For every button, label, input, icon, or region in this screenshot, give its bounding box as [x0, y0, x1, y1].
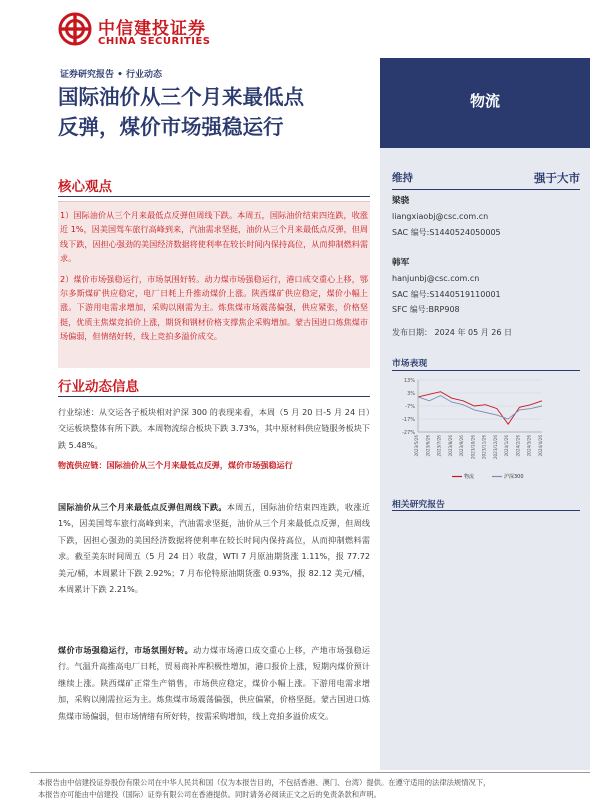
analyst-2-sac: SAC 编号:S1440519110001: [392, 289, 501, 299]
analyst-2-sfc: SFC 编号:BRP908: [392, 305, 460, 315]
x-tick-label: 2024/1/26: [504, 435, 510, 457]
report-type: 证券研究报告 • 行业动态: [60, 70, 163, 80]
industry-highlight: 物流供应链：国际油价从三个月来最低点反弹，煤价市场强稳运行: [58, 460, 293, 470]
coal-paragraph: [58, 642, 370, 724]
y-tick-label: 13%: [403, 378, 415, 384]
x-tick-label: 2024/4/26: [538, 435, 543, 457]
brand-logo: [58, 12, 258, 52]
related-reports-title: 相关研究报告: [392, 500, 445, 510]
analyst-2-name: 韩军: [392, 258, 410, 268]
x-tick-label: 2023/8/26: [447, 435, 453, 457]
y-tick-label: -17%: [402, 417, 415, 423]
analyst-1-email[interactable]: liangxiaobj@csc.com.cn: [392, 212, 489, 222]
market-performance-title: 市场表现: [392, 359, 428, 369]
x-tick-label: 2023/7/26: [436, 435, 442, 457]
coal-text: 动力煤市场港口成交重心上移，产地市场强稳运行。气温升高推高电厂日耗，贸易商补库积极性增加，港口报价上涨，短期内煤价预计继续上涨。陕西煤矿正常生产销售，市场供应稳定，煤价小幅上涨。下游用电需求增加，采购以刚需拉运为主。炼焦煤市场震荡偏强，供应偏紧，价格坚挺。蒙古国进口炼焦煤市场偏弱，但市场情绪有所好转，按需采购增加，线上竞拍多溢价成交。: [58, 645, 370, 721]
title-line-2: 反弹，煤价市场强稳运行: [58, 115, 284, 139]
key-point-1: 1）国际油价从三个月来最低点反弹但周线下跌。本周五，国际油价结束四连跌，收涨近 1%，因美国驾车旅行高峰到来，汽油需求坚挺，油价从三个月来最低点反弹，但周线下跌，因担心强劲的美国经济数据将使利率在较长时间内保持高位，从而抑制燃料需求。: [60, 210, 368, 264]
rating-outperform: 强于大市: [534, 171, 580, 185]
title-line-1: 国际油价从三个月来最低点: [58, 85, 304, 109]
analyst-2: [392, 256, 582, 318]
market-performance-chart: [392, 374, 582, 484]
analyst-1-sac: SAC 编号:S1440524050005: [392, 227, 501, 237]
x-tick-label: 2023/10/26: [470, 435, 476, 460]
x-tick-label: 2023/12/26: [492, 435, 498, 460]
y-tick-label: -7%: [405, 404, 415, 410]
industry-heading: 行业动态信息: [58, 379, 139, 395]
analyst-1-name: 梁骁: [392, 196, 410, 206]
oil-paragraph: [58, 499, 370, 597]
rating-row: [392, 170, 580, 188]
report-title: [58, 82, 368, 142]
series-line-0: [418, 392, 542, 425]
footer-line-1: 本报告由中信建投证券股份有限公司在中华人民共和国（仅为本报告目的，不包括香港、澳门、台湾）提供。在遵守适用的法律法规情况下，: [38, 778, 491, 787]
key-points-rule: [58, 196, 370, 197]
legend-label: 物流: [464, 474, 475, 480]
market-performance-rule: [392, 370, 580, 371]
y-tick-label: -27%: [402, 430, 415, 436]
publish-date: 发布日期： 2024 年 05 月 26 日: [392, 328, 512, 337]
rating-maintain: 维持: [392, 172, 413, 184]
footer-line-2: 本报告亦可能由中信建投（国际）证券有限公司在香港提供。同时请务必阅读正文之后的免责条款和声明。: [38, 790, 381, 799]
related-reports-rule: [392, 510, 580, 511]
sector-label: 物流: [469, 92, 500, 110]
brand-name-en: CHINA SECURITIES: [98, 36, 211, 47]
key-points-box: [58, 201, 370, 368]
company-seal-icon: [58, 12, 92, 46]
legend-label: 沪深300: [504, 474, 524, 480]
footer-disclaimer: [38, 777, 593, 800]
series-line-1: [418, 396, 542, 419]
footer-rule: [30, 772, 590, 773]
x-tick-label: 2023/11/26: [481, 435, 487, 460]
analyst-1: [392, 194, 582, 240]
industry-rule: [58, 396, 370, 397]
oil-text: 本周五，国际油价结束四连跌，收涨近 1%，因美国驾车旅行高峰到来，汽油需求坚挺，油价从三个月来最低点反弹，但周线下跌，因担心强劲的美国经济数据将使利率在较长时间内保持高位，从而抑制燃料需求。截至美东时间周五（5 月 24 日）收盘，WTI 7 月原油期货涨 1.11%，报 77.72 美元/桶，本周累计下跌 2.92%；7 月布伦特原油期货涨 0.93%，报 82.12 美元/桶，本周累计下跌 2.21%。: [58, 502, 370, 595]
brand-name-cn: 中信建投证券: [98, 19, 206, 39]
coal-lead: 煤价市场强稳运行，市场氛围好转。: [58, 645, 194, 655]
sector-banner: [380, 58, 590, 148]
x-tick-label: 2023/6/26: [425, 435, 431, 457]
x-tick-label: 2024/2/26: [515, 435, 521, 457]
analyst-2-email[interactable]: hanjunbj@csc.com.cn: [392, 274, 480, 284]
y-tick-label: 3%: [407, 391, 415, 397]
rating-rule: [392, 189, 580, 190]
key-points-heading: 核心观点: [58, 179, 112, 195]
x-tick-label: 2024/3/26: [526, 435, 532, 457]
x-tick-label: 2023/9/26: [459, 435, 465, 457]
key-point-2: 2）煤价市场强稳运行，市场氛围好转。动力煤市场强稳运行，港口成交重心上移，鄂尔多斯煤矿供应稳定，电厂日耗上升推动煤价上涨。陕西煤矿供应稳定，煤价小幅上涨。下游用电需求增加，采购以刚需为主。炼焦煤市场震荡偏强，供应紧张，价格坚挺，优质主焦煤竞拍价上涨，期货和钢材价格支撑焦企采购增加。蒙古国进口炼焦煤市场偏弱，但情绪好转，线上竞拍多溢价成交。: [60, 273, 368, 342]
x-tick-label: 2023/5/26: [414, 435, 419, 457]
oil-lead: 国际油价从三个月来最低点反弹但周线下跌。: [58, 502, 227, 512]
industry-summary: 行业综述：从交运各子板块相对沪深 300 的表现来看，本周（5 月 20 日-5 月 24 日）交运板块整体有所下跌。本周物流综合板块下跌 3.73%，其中原材料供应链服务板块下跌 5.48%。: [58, 407, 370, 450]
